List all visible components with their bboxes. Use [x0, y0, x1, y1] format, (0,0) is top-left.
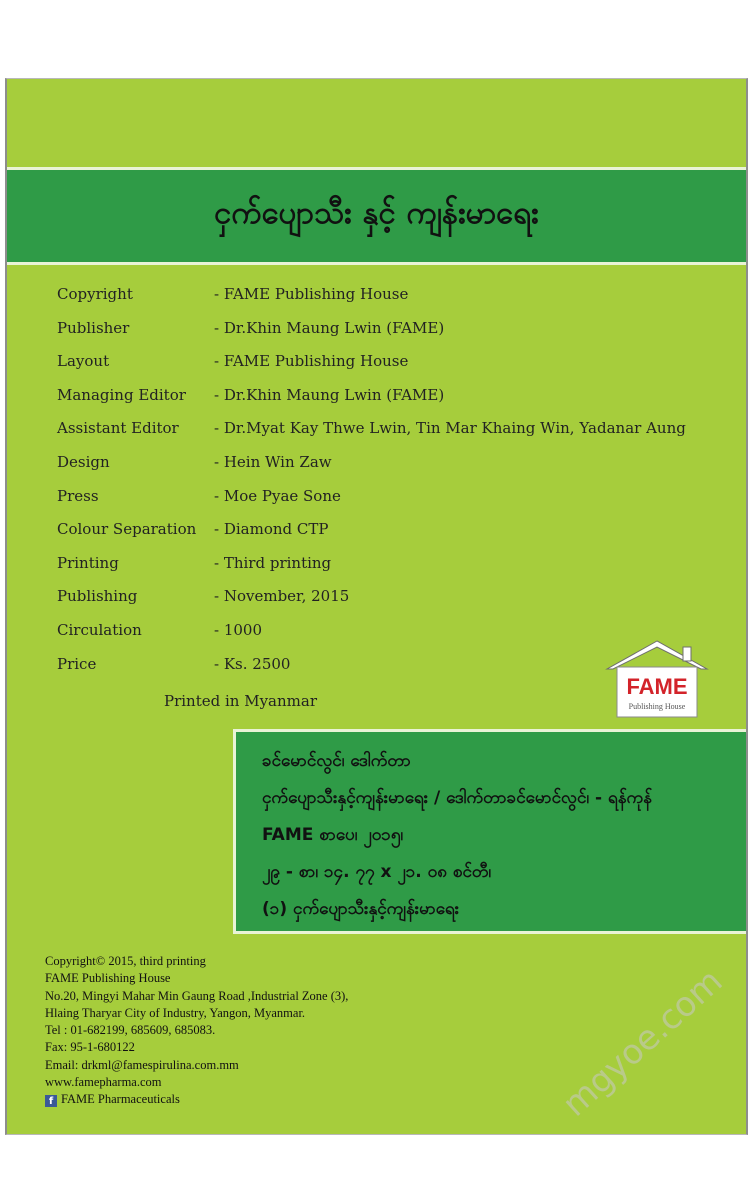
credit-row — [57, 285, 686, 319]
credit-row — [57, 587, 686, 621]
credit-row — [57, 487, 686, 521]
credit-label: Layout — [57, 352, 110, 371]
imprint-address-1: No.20, Mingyi Mahar Min Gaung Road ,Industrial Zone (3), — [45, 988, 349, 1003]
credit-value: - Third printing — [214, 553, 332, 572]
credit-label: Assistant Editor — [57, 419, 179, 438]
book-title: ငှက်ပျောသီး နှင့် ကျန်းမာရေး — [214, 195, 539, 231]
fame-logo — [605, 639, 709, 719]
credit-label: Circulation — [57, 620, 142, 639]
credit-row — [57, 419, 686, 453]
imprint — [45, 953, 348, 1109]
logo-text: FAME — [626, 674, 688, 699]
credit-value: - Diamond CTP — [214, 520, 329, 539]
credit-row — [57, 655, 686, 689]
imprint-address-2: Hlaing Tharyar City of Industry, Yangon, Myanmar. — [45, 1005, 306, 1020]
credit-label: Managing Editor — [57, 385, 186, 404]
credit-label: Publishing — [57, 587, 138, 606]
credit-value: - Dr.Khin Maung Lwin (FAME) — [214, 385, 445, 404]
credit-label: Design — [57, 452, 110, 471]
facebook-name: FAME Pharmaceuticals — [61, 1092, 180, 1107]
credit-value: - FAME Publishing House — [214, 285, 409, 303]
facebook-icon: f — [45, 1095, 57, 1107]
credit-value: - Moe Pyae Sone — [214, 486, 341, 505]
credit-label: Printing — [57, 553, 119, 572]
credit-value: - Dr.Myat Kay Thwe Lwin, Tin Mar Khaing Win, Yadanar Aung — [214, 419, 686, 438]
credit-label: Colour Separation — [57, 520, 197, 539]
credit-label: Press — [57, 486, 99, 505]
watermark: mgyoe.com — [555, 961, 731, 1125]
imprint-copyright: Copyright© 2015, third printing — [45, 954, 206, 968]
credit-label: Copyright — [57, 285, 133, 303]
cip-line: ငှက်ပျောသီးနှင့်ကျန်းမာရေး / ဒေါက်တာခင်မောင်လွင်၊ - ရန်ကုန် — [262, 788, 652, 808]
printed-in: Printed in Myanmar — [164, 692, 317, 710]
credit-label: Publisher — [57, 318, 130, 337]
imprint-web: www.famepharma.com — [45, 1075, 162, 1090]
imprint-tel: Tel : 01-682199, 685609, 685083. — [45, 1023, 216, 1038]
imprint-email: Email: drkml@famespirulina.com.mm — [45, 1057, 239, 1072]
cip-line: ခင်မောင်လွင်၊ ဒေါက်တာ — [262, 751, 411, 771]
imprint-house: FAME Publishing House — [45, 971, 171, 986]
credit-value: - Hein Win Zaw — [214, 452, 332, 471]
title-band — [7, 167, 746, 265]
logo-subtext: Publishing House — [628, 702, 686, 711]
credit-row — [57, 520, 686, 554]
credits-list — [57, 285, 686, 688]
credit-row — [57, 453, 686, 487]
credit-value: - FAME Publishing House — [214, 352, 409, 371]
credit-label: Price — [57, 654, 97, 673]
cip-line: (၁) ငှက်ပျောသီးနှင့်ကျန်းမာရေး — [262, 899, 460, 919]
credit-value: - November, 2015 — [214, 587, 350, 606]
credit-row — [57, 319, 686, 353]
credit-value: - Dr.Khin Maung Lwin (FAME) — [214, 318, 445, 337]
credit-row — [57, 621, 686, 655]
credit-row — [57, 554, 686, 588]
cip-line: FAME စာပေ၊ ၂၀၁၅၊ — [262, 825, 404, 845]
cip-line: ၂၉ - စာ၊ ၁၄. ၇၇ x ၂၁. ၀၈ စင်တီ၊ — [262, 862, 492, 882]
credit-row — [57, 386, 686, 420]
credit-row — [57, 352, 686, 386]
book-page — [5, 78, 748, 1135]
imprint-facebook — [45, 1091, 348, 1108]
credit-value: - 1000 — [214, 620, 263, 639]
credit-value: - Ks. 2500 — [214, 654, 291, 673]
cip-box — [233, 729, 746, 934]
imprint-fax: Fax: 95-1-680122 — [45, 1040, 135, 1055]
